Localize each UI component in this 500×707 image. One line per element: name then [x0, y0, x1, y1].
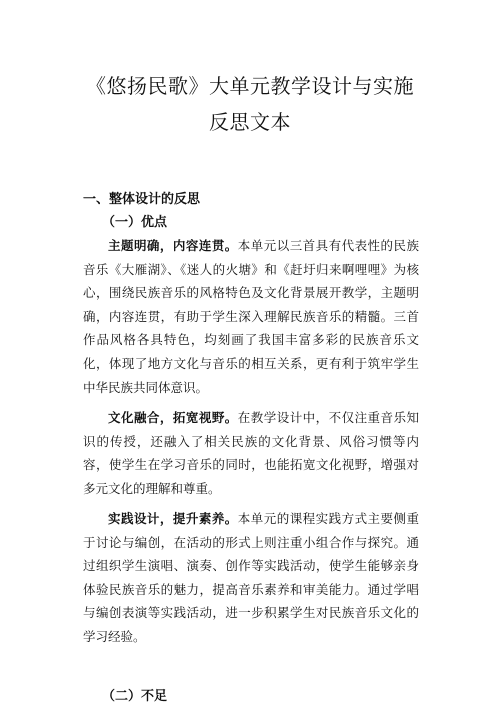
paragraph-lead: 主题明确，内容连贯。	[108, 238, 238, 253]
paragraph-culture	[83, 406, 419, 500]
paragraph-body: 本单元以三首具有代表性的民族音乐《大雁湖》、《迷人的火塘》和《赶圩归来啊哩哩》为核心，围绕民族音乐的风格特色及文化背景展开教学，主题明确，内容连贯，有助于学生深入理解民族音乐的精髓。三首作品风格各具特色，均刻画了我国丰富多彩的民族音乐文化，体现了地方文化与音乐的相互关系，更有利于筑牢学生中华民族共同体意识。	[83, 238, 419, 395]
paragraph-body: 本单元的课程实践方式主要侧重于讨论与编创，在活动的形式上则注重小组合作与探究。通过组织学生演唱、演奏、创作等实践活动，使学生能够亲身体验民族音乐的魅力，提高音乐素养和审美能力。通过学唱与编创表演等实践活动，进一步积累学生对民族音乐文化的学习经验。	[83, 511, 419, 644]
document-title-line2: 反思文本	[209, 110, 291, 134]
paragraph-practice	[83, 507, 419, 649]
paragraph-lead: 实践设计，提升素养。	[108, 511, 238, 526]
paragraph-theme	[83, 234, 419, 399]
document-title: 《悠扬民歌》大单元教学设计与实施	[86, 74, 414, 98]
paragraph-body: 在教学设计中，不仅注重音乐知识的传授，还融入了相关民族的文化背景、风俗习惯等内容，使学生在学习音乐的同时，也能拓宽文化视野，增强对多元文化的理解和尊重。	[83, 410, 419, 496]
paragraph-lead: 文化融合，拓宽视野。	[108, 410, 238, 425]
subsection-heading-strengths: （一）优点	[102, 215, 168, 230]
section-heading: 一、整体设计的反思	[83, 192, 201, 207]
subsection-heading-weaknesses: （二）不足	[102, 689, 168, 704]
